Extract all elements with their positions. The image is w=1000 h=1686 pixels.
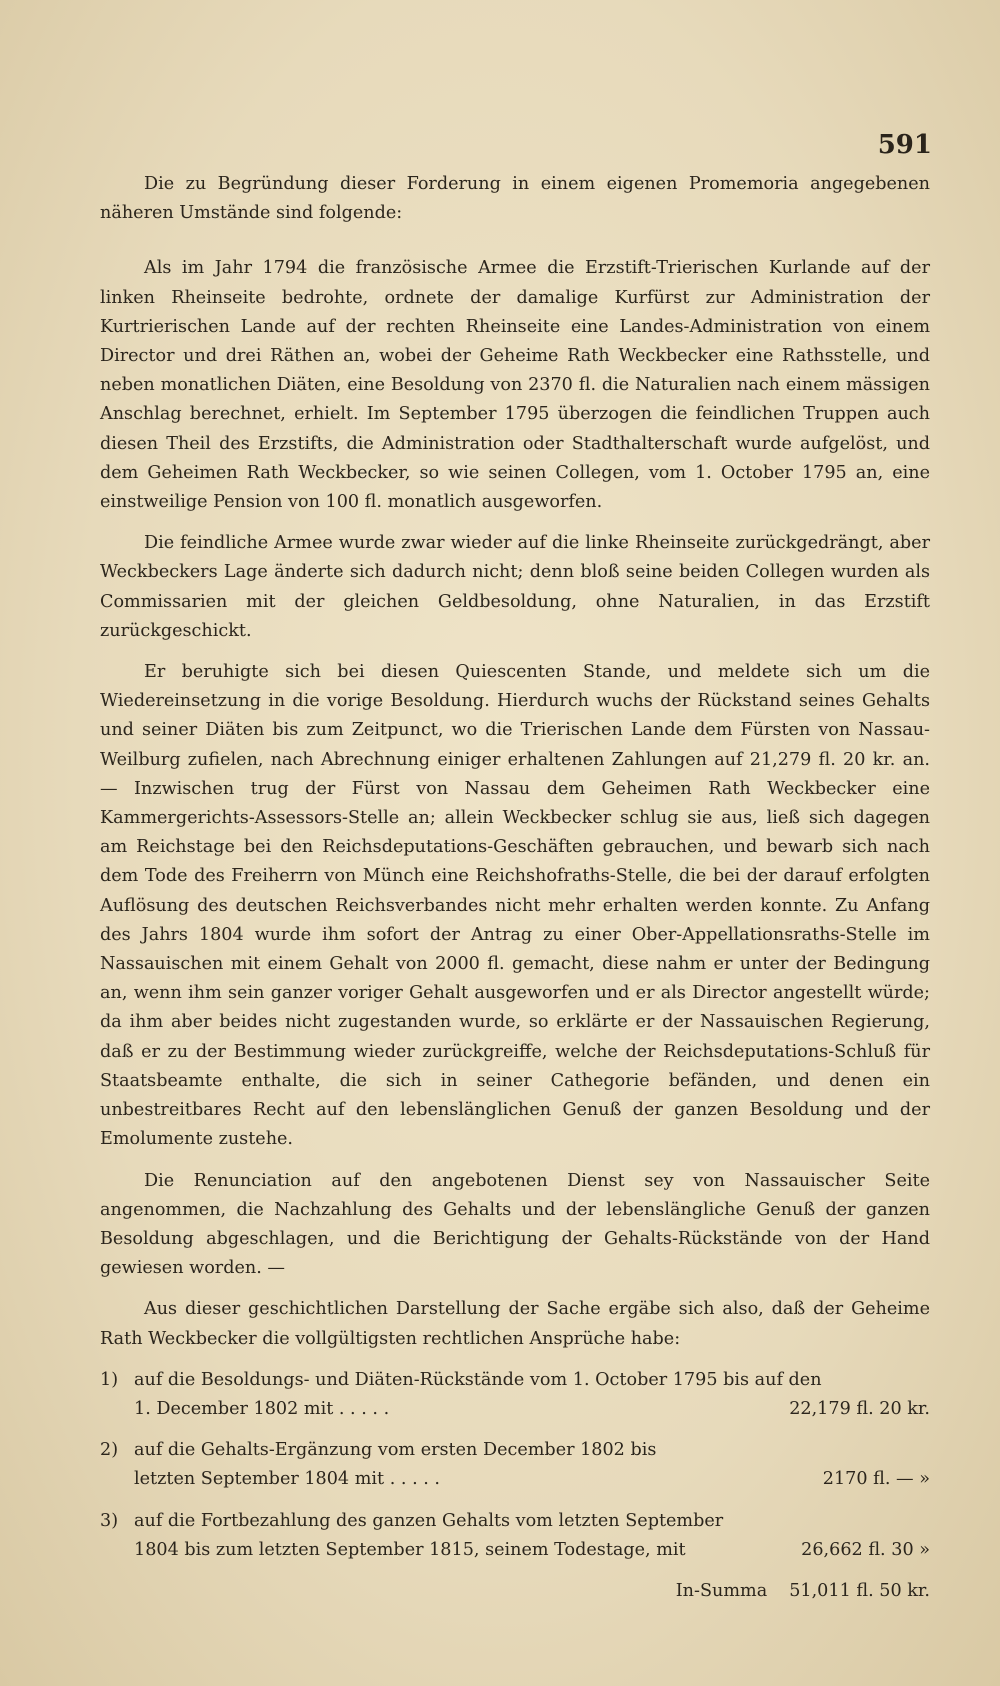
- claim-item: [100, 1366, 930, 1424]
- paragraph: Aus dieser geschichtlichen Darstellung der Sache ergäbe sich also, daß der Geheime Rath Weckbecker die vollgültigsten rechtlichen Ansprüche habe:: [100, 1299, 930, 1349]
- paragraph: Er beruhigte sich bei diesen Quiescenten Stande, und meldete sich um die Wiedereinsetzung in die vorige Besoldung. Hierdurch wuchs der Rückstand seines Gehalts und seiner Diäten bis zum Zeitpunct, wo die Trierischen Lande dem Fürsten von Nassau-Weilburg zufielen, nach Abrechnung einiger erhaltenen Zahlungen auf 21,279 fl. 20 kr. an. — Inzwischen trug der Fürst von Nassau dem Geheimen Rath Weckbecker eine Kammergerichts-Assessors-Stelle an; allein Weckbecker schlug sie aus, ließ sich dagegen am Reichstage bei den Reichsdeputations-Geschäften gebrauchen, und bewarb sich nach dem Tode des Freiherrn von Münch eine Reichshofraths-Stelle, die bei der darauf erfolgten Auflösung des deutschen Reichsverbandes nicht mehr erhalten werden konnte. Zu Anfang des Jahrs 1804 wurde ihm sofort der Antrag zu einer Ober-Appellationsraths-Stelle im Nassauischen mit einem Gehalt von 2000 fl. gemacht, diese nahm er unter der Bedingung an, wenn ihm sein ganzer voriger Gehalt ausgeworfen und er als Director angestellt würde; da ihm aber beides nicht zugestanden wurde, so erklärte er der Nassauischen Regierung, daß er zu der Bestimmung wieder zurückgreiffe, welche der Reichsdeputations-Schluß für Staatsbeamte enthalte, die sich in seiner Cathegorie befänden, und denen ein unbestreitbares Recht auf den lebenslänglichen Genuß der ganzen Besoldung und der Emolumente zustehe.: [100, 662, 930, 1150]
- total-row: [100, 1577, 930, 1606]
- paragraph: Die feindliche Armee wurde zwar wieder auf die linke Rheinseite zurückgedrängt, aber Weckbeckers Lage änderte sich dadurch nicht; denn bloß seine beiden Collegen wurden als Commissarien mit der gleichen Geldbesoldung, ohne Naturalien, in das Erzstift zurückgeschickt.: [100, 533, 930, 641]
- claim-amount: 22,179 fl. 20 kr.: [789, 1398, 930, 1419]
- claim-text: auf die Fortbezahlung des ganzen Gehalts vom letzten September: [134, 1510, 724, 1531]
- total-label: In-Summa: [675, 1580, 768, 1601]
- paragraph: Als im Jahr 1794 die französische Armee die Erzstift-Trierischen Kurlande auf der linken Rheinseite bedrohte, ordnete der damalige Kurfürst zur Administration der Kurtrierischen Lande auf der rechten Rheinseite eine Landes-Administration von einem Director und drei Räthen an, wobei der Geheime Rath Weckbecker eine Rathsstelle, und neben monatlichen Diäten, eine Besoldung von 2370 fl. die Naturalien nach einem mässigen Anschlag berechnet, erhielt. Im September 1795 überzogen die feindlichen Truppen auch diesen Theil des Erzstifts, die Administration oder Stadthalterschaft wurde aufgelöst, und dem Geheimen Rath Weckbecker, so wie seinen Collegen, vom 1. October 1795 an, eine einstweilige Pension von 100 fl. monatlich ausgeworfen.: [100, 258, 930, 513]
- claim-text: auf die Gehalts-Ergänzung vom ersten December 1802 bis: [134, 1440, 657, 1461]
- claim-number: 1): [100, 1369, 119, 1390]
- claim-amount: 2170 fl. — »: [822, 1469, 930, 1490]
- paragraph: Die Renunciation auf den angebotenen Dienst sey von Nassauischer Seite angenommen, die Nachzahlung des Gehalts und der lebenslängliche Genuß der ganzen Besoldung abgeschlagen, und die Berichtigung der Gehalts-Rückstände von der Hand gewiesen worden. —: [100, 1170, 930, 1279]
- page-number: 591: [877, 130, 932, 160]
- claim-text: 1. December 1802 mit . . . . .: [134, 1398, 390, 1419]
- total-amount: 51,011 fl. 50 kr.: [789, 1580, 930, 1601]
- paragraph-intro: Die zu Begründung dieser Forderung in einem eigenen Promemoria angegebenen näheren Umstände sind folgende:: [100, 174, 930, 224]
- claim-text: auf die Besoldungs- und Diäten-Rückstände vom 1. October 1795 bis auf den: [134, 1369, 822, 1390]
- page-body: [100, 170, 930, 1606]
- claim-item: [100, 1436, 930, 1494]
- claim-number: 3): [100, 1510, 119, 1531]
- claim-amount: 26,662 fl. 30 »: [801, 1539, 930, 1560]
- claims-list: [100, 1366, 930, 1606]
- claim-text: letzten September 1804 mit . . . . .: [134, 1469, 441, 1490]
- claim-item: [100, 1507, 930, 1565]
- claim-number: 2): [100, 1440, 119, 1461]
- claim-text: 1804 bis zum letzten September 1815, seinem Todestage, mit: [134, 1539, 686, 1560]
